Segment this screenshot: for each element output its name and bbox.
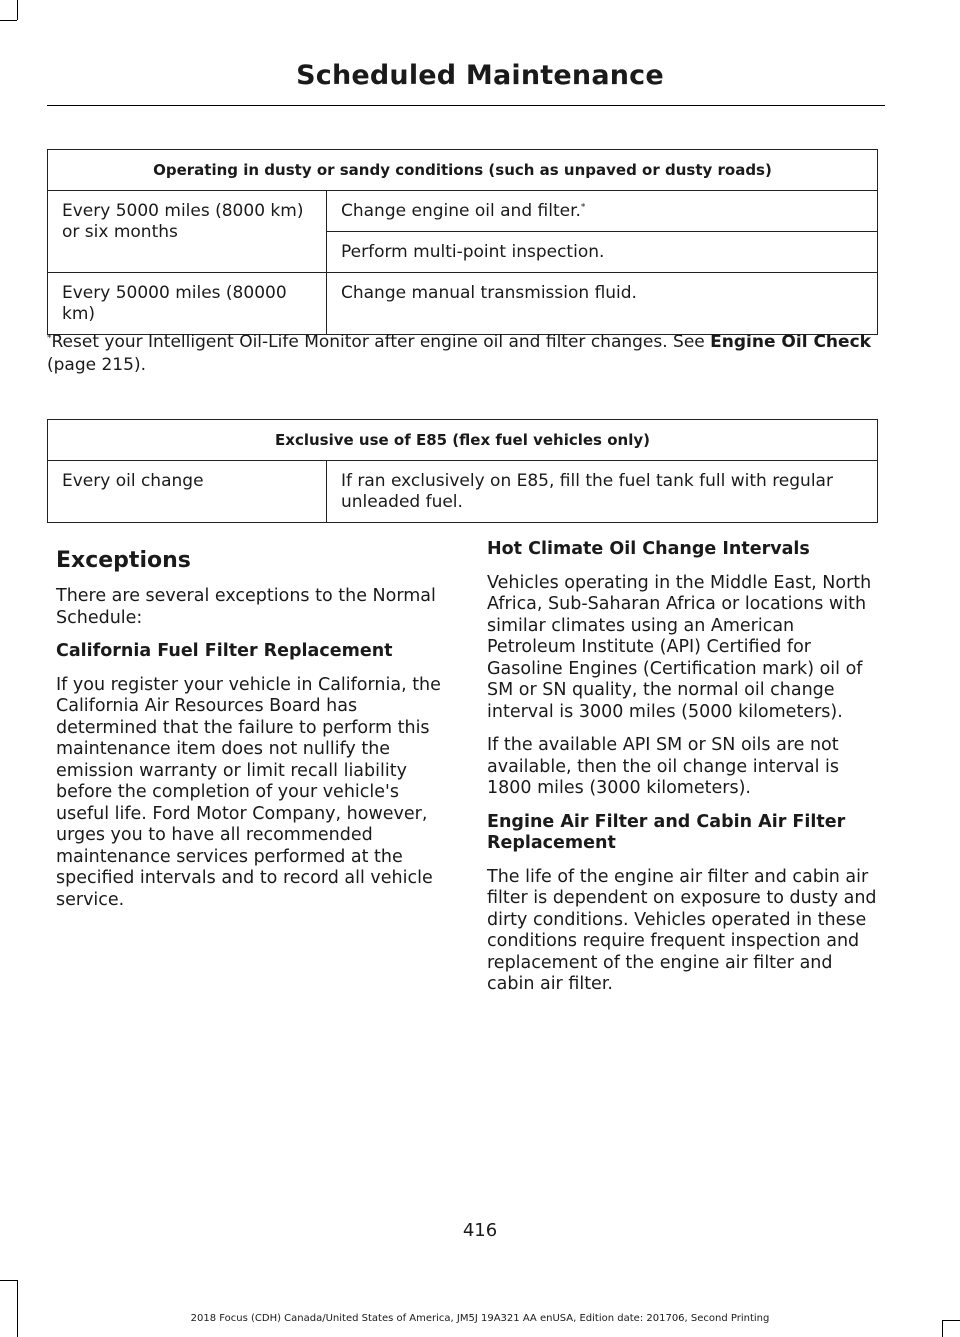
right-column: [487, 539, 882, 1008]
paragraph: There are several exceptions to the Normal Schedule:: [56, 586, 436, 628]
crop-mark: [0, 1280, 17, 1281]
table-title: Operating in dusty or sandy conditions (such as unpaved or dusty roads): [48, 150, 878, 191]
subsection-heading: Hot Climate Oil Change Intervals: [487, 539, 810, 559]
footnote-text: Reset your Intelligent Oil-Life Monitor after engine oil and filter changes. See: [51, 332, 711, 352]
subsection-heading: Engine Air Filter and Cabin Air Filter Replacement: [487, 811, 846, 853]
page-reference: (page 215).: [47, 355, 146, 375]
table-row: [48, 461, 878, 523]
left-column: [56, 547, 448, 923]
paragraph: If the available API SM or SN oils are not available, then the oil change interval is 1800 miles (3000 kilometers).: [487, 735, 839, 798]
paragraph: The life of the engine air filter and cabin air filter is dependent on exposure to dusty and dirty conditions. Vehicles operated in these conditions require frequent inspection and replacement of the engine air filter and cabin air filter.: [487, 866, 877, 994]
action-cell: [327, 191, 878, 232]
paragraph: If you register your vehicle in California, the California Air Resources Board has determined that the failure to perform this maintenance item does not nullify the emission warranty or limit recall liability before the completion of your vehicle's useful life. Ford Motor Company, however, urges you to have all recommended maintenance services performed at the specified intervals and to record all vehicle service.: [56, 674, 441, 910]
header-rule: [47, 105, 885, 106]
engine-oil-check-link[interactable]: Engine Oil Check: [710, 332, 871, 352]
subsection-heading: California Fuel Filter Replacement: [56, 641, 393, 661]
action-cell: Change manual transmission fluid.: [327, 273, 878, 335]
page-title: Scheduled Maintenance: [296, 60, 664, 91]
footnote-marker: *: [47, 333, 52, 344]
section-heading: Exceptions: [56, 548, 191, 573]
crop-mark: [0, 20, 17, 21]
interval-cell: Every 50000 miles (80000 km): [48, 273, 327, 335]
table-row: [48, 191, 878, 232]
interval-cell: Every 5000 miles (8000 km) or six months: [48, 191, 327, 273]
footnote-marker: *: [580, 202, 586, 213]
crop-mark: [17, 0, 18, 20]
page-footer: 2018 Focus (CDH) Canada/United States of America, JM5J 19A321 AA enUSA, Edition date: 201706, Second Printing: [190, 1313, 770, 1324]
action-text: Change engine oil and filter.: [341, 201, 581, 221]
table-title: Exclusive use of E85 (flex fuel vehicles only): [48, 420, 878, 461]
page-number: 416: [462, 1220, 498, 1241]
table-header-row: [48, 150, 878, 191]
table-header-row: [48, 420, 878, 461]
action-cell: Perform multi-point inspection.: [327, 232, 878, 273]
paragraph: Vehicles operating in the Middle East, North Africa, Sub-Saharan Africa or locations with similar climates using an American Petroleum Institute (API) Certified for Gasoline Engines (Certification mark) oil of SM or SN quality, the normal oil change interval is 3000 miles (5000 kilometers).: [487, 572, 872, 722]
interval-cell: Every oil change: [48, 461, 327, 523]
dusty-conditions-table: [47, 149, 878, 335]
crop-mark: [17, 1280, 18, 1337]
table-row: [48, 273, 878, 335]
footnote: [47, 331, 887, 377]
e85-table: [47, 419, 878, 523]
action-cell: If ran exclusively on E85, fill the fuel tank full with regular unleaded fuel.: [327, 461, 878, 523]
